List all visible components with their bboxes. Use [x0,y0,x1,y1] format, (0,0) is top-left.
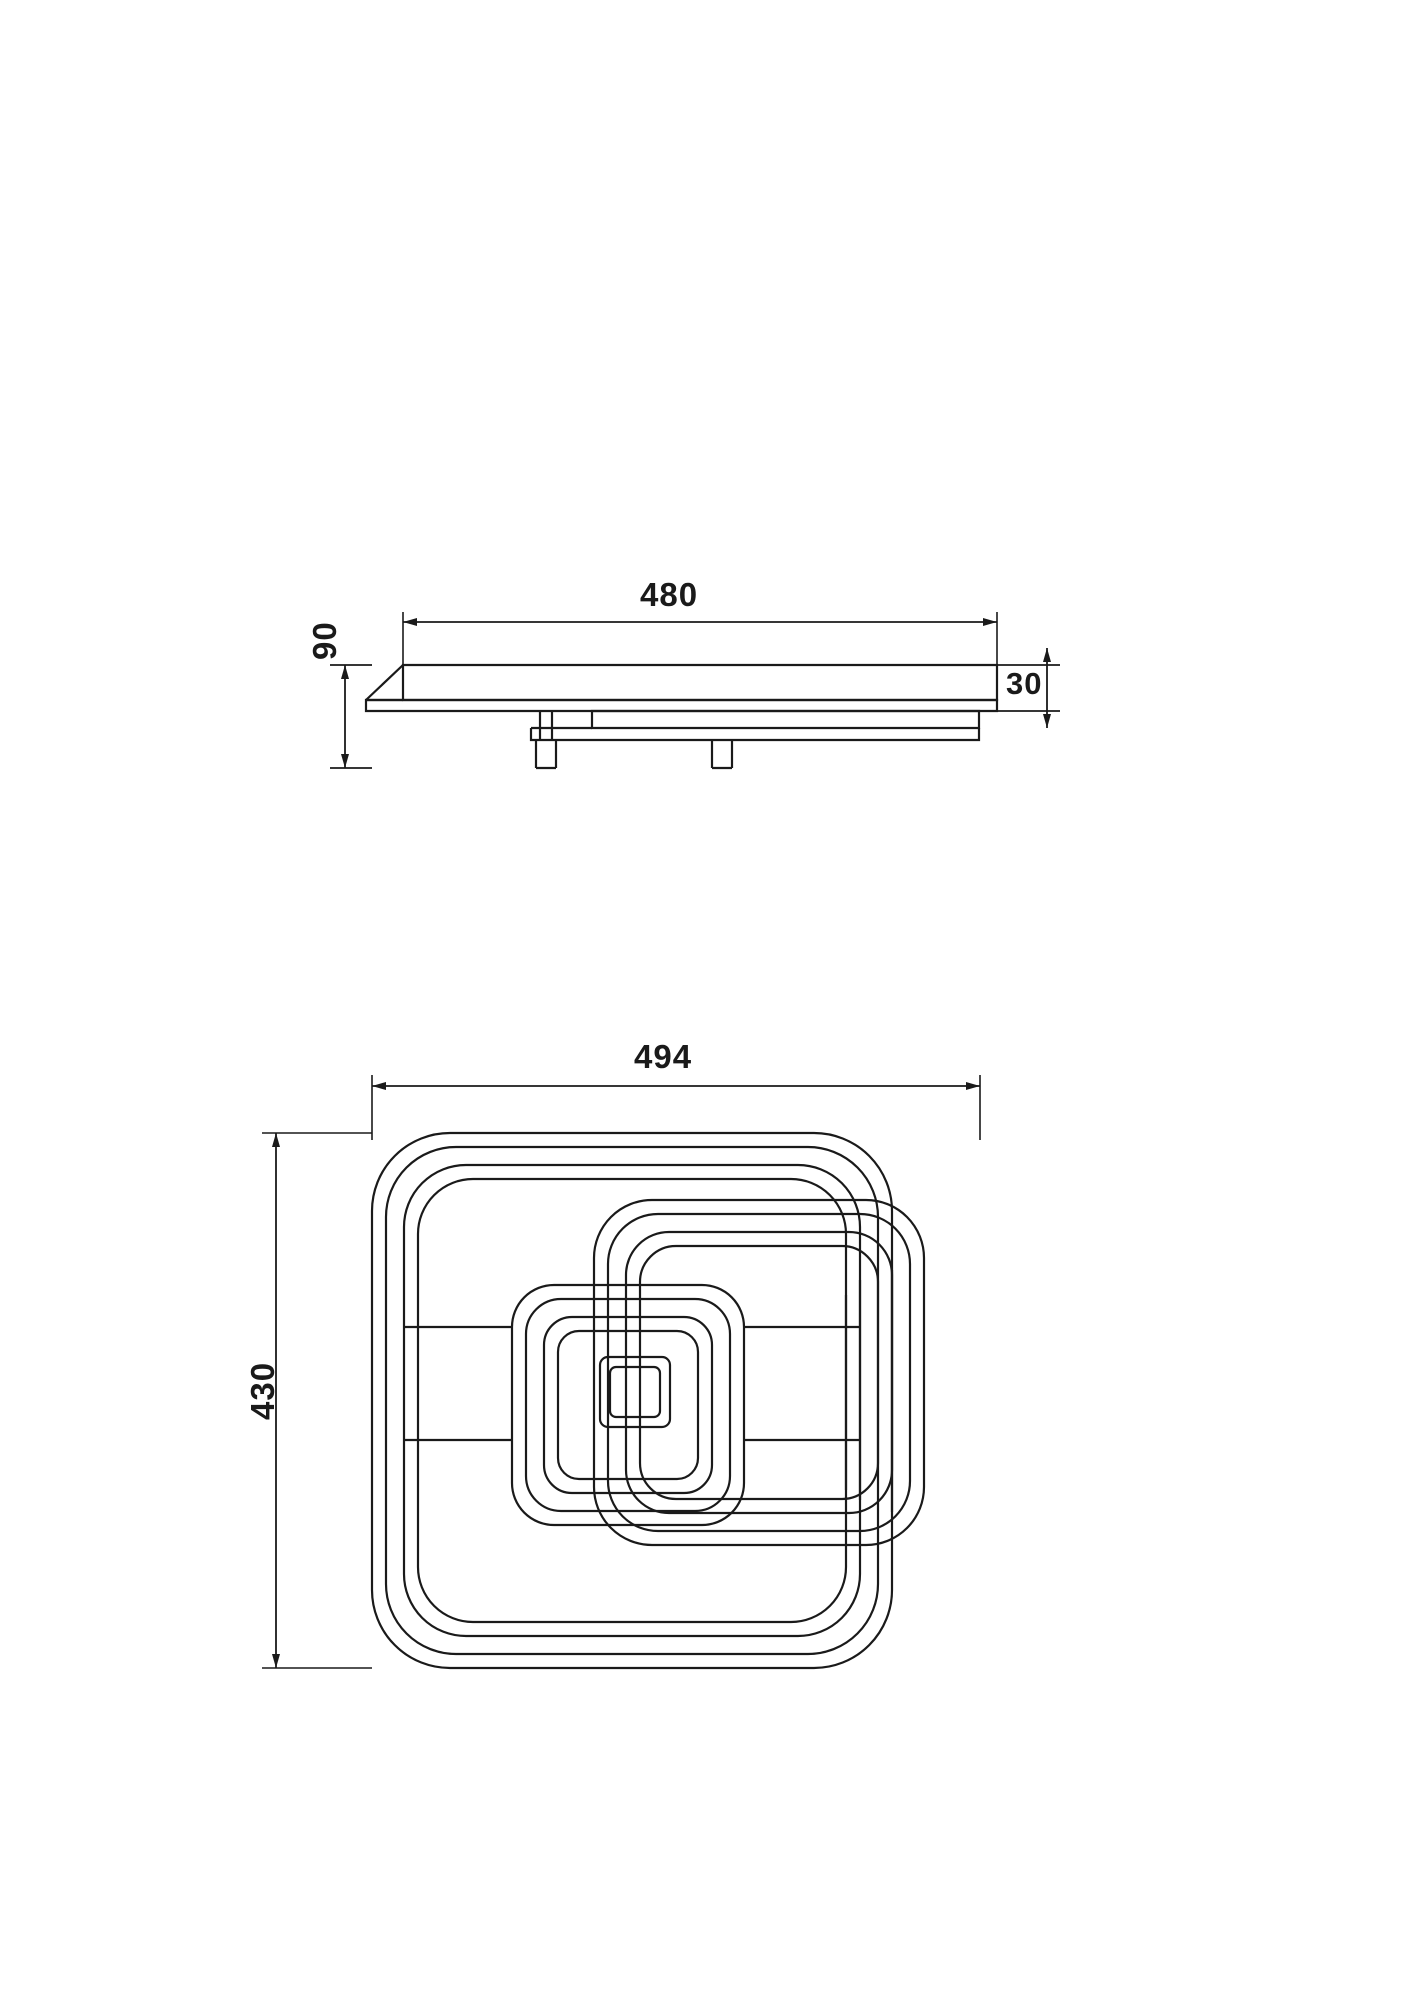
dimension-label-430: 430 [244,1361,281,1420]
dimension-label-30: 30 [1006,666,1043,701]
fixture-side-body [366,665,997,711]
dimension-label-494: 494 [634,1038,693,1075]
connector-bars [404,1270,892,1512]
dimension-label-90: 90 [306,621,343,660]
side-elevation-view [330,612,1060,768]
bottom-plan-view [262,1075,980,1668]
fixture-lower-rails [366,700,979,740]
dimension-line-90 [330,665,372,768]
extension-lines-494 [372,1075,980,1140]
dimension-label-480: 480 [640,576,699,613]
small-square-ring [512,1285,744,1525]
